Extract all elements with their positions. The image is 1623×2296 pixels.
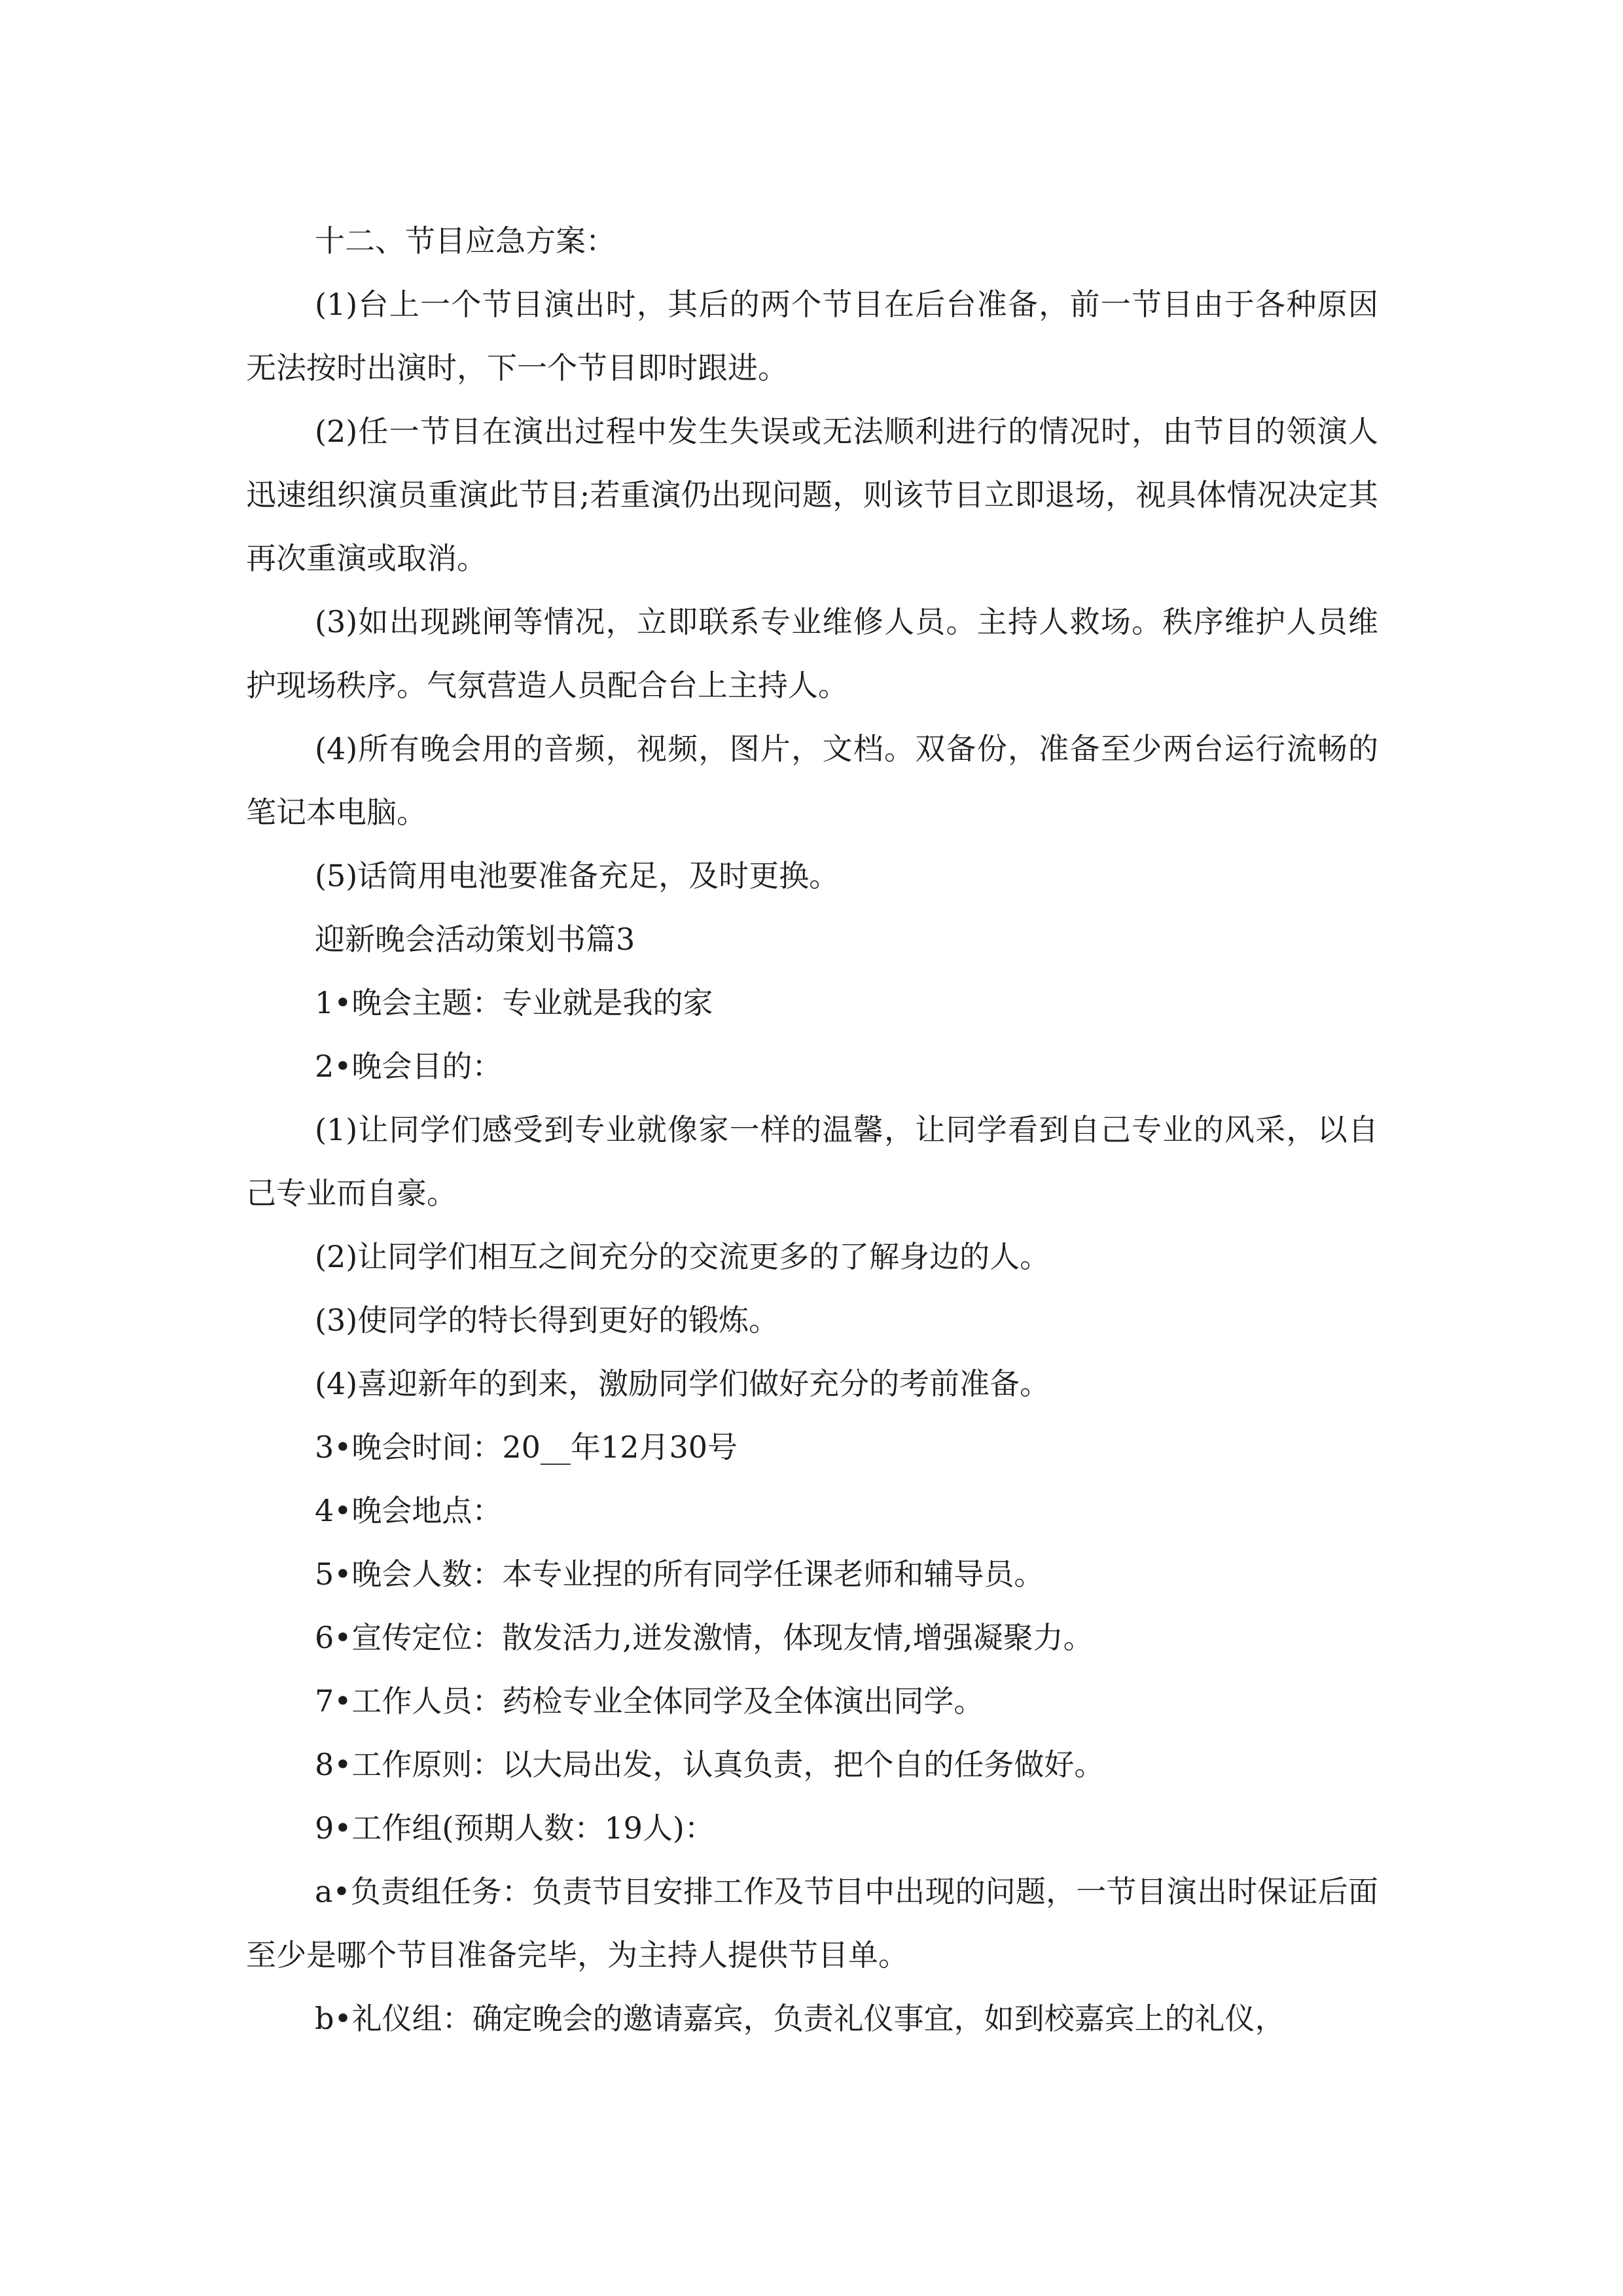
paragraph-emergency-2: (2)任一节目在演出过程中发生失误或无法顺利进行的情况时，由节目的领演人迅速组织演员重演此节目;若重演仍出现问题，则该节目立即退场，视具体情况决定其再次重演或取消。 bbox=[246, 414, 1378, 576]
article-title-part-3: 迎新晚会活动策划书篇3 bbox=[315, 922, 635, 957]
paragraph-emergency-5: (5)话筒用电池要准备充足，及时更换。 bbox=[315, 858, 840, 893]
paragraph-purpose-3: (3)使同学的特长得到更好的锻炼。 bbox=[315, 1302, 779, 1338]
paragraph-group-a: a•负责组任务：负责节目安排工作及节目中出现的问题，一节目演出时保证后面至少是哪个节目准备完毕，为主持人提供节目单。 bbox=[246, 1874, 1378, 1973]
paragraph-attendance: 5•晚会人数：本专业捏的所有同学任课老师和辅导员。 bbox=[315, 1556, 1044, 1592]
paragraph-purpose-2: (2)让同学们相互之间充分的交流更多的了解身边的人。 bbox=[315, 1239, 1050, 1274]
document-body bbox=[246, 209, 1378, 2051]
paragraph-principle: 8•工作原则：以大局出发，认真负责，把个自的任务做好。 bbox=[315, 1747, 1105, 1782]
paragraph-purpose-1: (1)让同学们感受到专业就像家一样的温馨，让同学看到自己专业的风采，以自己专业而自豪。 bbox=[246, 1112, 1378, 1211]
paragraph-staff: 7•工作人员：药检专业全体同学及全体演出同学。 bbox=[315, 1683, 984, 1719]
paragraph-emergency-1: (1)台上一个节目演出时，其后的两个节目在后台准备，前一节目由于各种原因无法按时出演时，下一个节目即时跟进。 bbox=[246, 287, 1378, 386]
paragraph-group-b: b•礼仪组：确定晚会的邀请嘉宾，负责礼仪事宜，如到校嘉宾上的礼仪， bbox=[315, 2001, 1285, 2036]
paragraph-emergency-3: (3)如出现跳闸等情况，立即联系专业维修人员。主持人救场。秩序维护人员维护现场秩序。气氛营造人员配合台上主持人。 bbox=[246, 604, 1378, 703]
section-heading-emergency-plan: 十二、节目应急方案： bbox=[315, 223, 616, 259]
paragraph-work-groups: 9•工作组(预期人数：19人)： bbox=[315, 1810, 715, 1846]
paragraph-time: 3•晚会时间：20__年12月30号 bbox=[315, 1429, 738, 1465]
paragraph-purpose-heading: 2•晚会目的： bbox=[315, 1049, 503, 1084]
paragraph-location: 4•晚会地点： bbox=[315, 1493, 503, 1528]
paragraph-emergency-4: (4)所有晚会用的音频，视频，图片，文档。双备份，准备至少两台运行流畅的笔记本电脑。 bbox=[246, 731, 1378, 830]
paragraph-purpose-4: (4)喜迎新年的到来，激励同学们做好充分的考前准备。 bbox=[315, 1366, 1050, 1401]
paragraph-publicity: 6•宣传定位：散发活力,迸发激情，体现友情,增强凝聚力。 bbox=[315, 1620, 1094, 1655]
paragraph-theme: 1•晚会主题：专业就是我的家 bbox=[315, 985, 713, 1020]
